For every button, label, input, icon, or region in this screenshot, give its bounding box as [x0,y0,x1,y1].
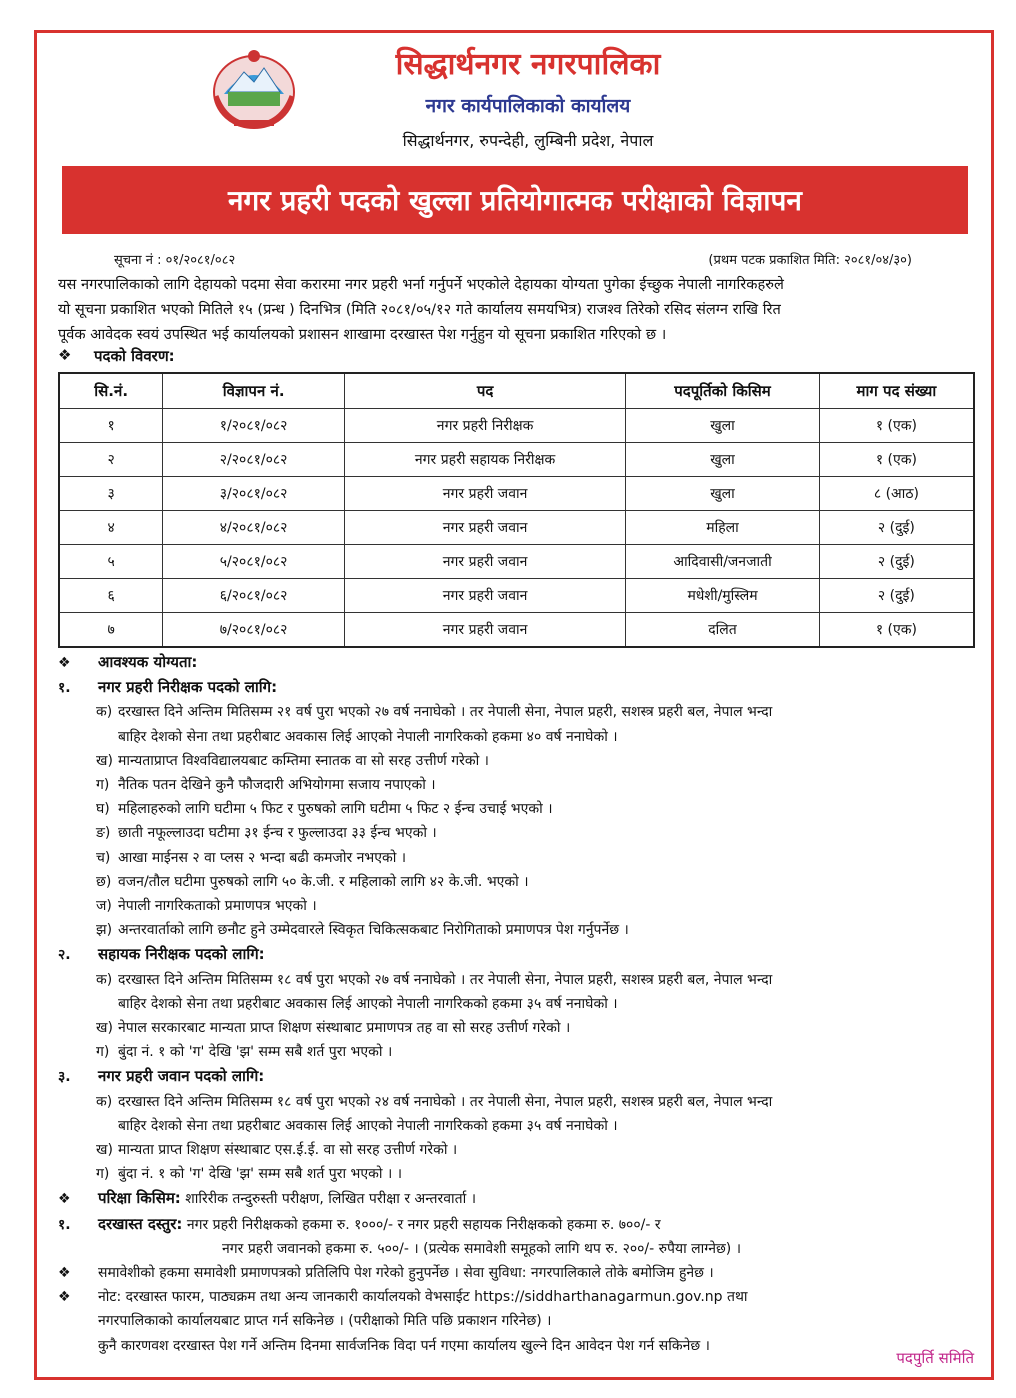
note-text-continuation: नगरपालिकाको कार्यालयबाट प्राप्त गर्न सकिनेछ । (परीक्षाको मिति पछि प्रकाशन गरिनेछ) । [98,1313,552,1330]
group-title: सहायक निरीक्षक पदको लागि: [98,945,265,964]
intro-line: पूर्वक आवेदक स्वयं उपस्थित भई कार्यालयको प्रशासन शाखामा दरखास्त पेश गर्नुहुन यो सूचना प्रकाशित गरिएको छ । [58,326,667,343]
cell-sn: ४ [59,511,163,545]
cell-sn: ६ [59,579,163,613]
banner-text: नगर प्रहरी पदको खुल्ला प्रतियोगात्मक परीक्षाको विज्ञापन [228,184,802,217]
notice-number: सूचना नं : ०१/२०८१/०८२ [114,253,236,268]
cell-post: नगर प्रहरी जवान [344,477,625,511]
cell-count: २ (दुई) [819,511,974,545]
item-key: घ) [96,801,110,818]
cell-ad-no: ३/२०८१/०८२ [163,477,345,511]
item-key: ग) [96,1044,110,1061]
item-key: क) [96,971,113,988]
cell-post: नगर प्रहरी जवान [344,511,625,545]
header-sn: सि.नं. [59,373,163,409]
cell-type: खुला [626,443,820,477]
published-date: (प्रथम पटक प्रकाशित मिति: २०८१/०४/३०) [708,253,912,268]
cell-post: नगर प्रहरी जवान [344,613,625,648]
note-text: नोट: दरखास्त फारम, पाठ्यक्रम तथा अन्य जानकारी कार्यालयको वेभसाईट https://siddharthanagarmun.gov.np तथा [98,1289,748,1306]
exam-type-label: परिक्षा किसिम: [98,1189,181,1208]
item-continuation: बाहिर देशको सेना तथा प्रहरीबाट अवकास लिई आएको नेपाली नागरिकको हकमा ३५ वर्ष ननाघेको । [118,1117,618,1134]
cell-sn: ७ [59,613,163,648]
item-key: ख) [96,752,113,769]
item-continuation: बाहिर देशको सेना तथा प्रहरीबाट अवकास लिई आएको नेपाली नागरिकको हकमा ३५ वर्ष ननाघेको । [118,995,618,1012]
office-address: सिद्धार्थनगर, रुपन्देही, लुम्बिनी प्रदेश, नेपाल [402,131,654,150]
item-key: ग) [96,1166,110,1183]
signature-committee: पदपुर्ति समिति [896,1349,974,1367]
item-text: बुंदा नं. १ को 'ग' देखि 'झ' सम्म सबै शर्त पुरा भएको । [118,1044,393,1061]
note-text-final: कुनै कारणवश दरखास्त पेश गर्ने अन्तिम दिनमा सार्वजनिक विदा पर्न गएमा कार्यालय खुल्ने दिन आवेदन पेश गर्न सकिनेछ । [98,1337,710,1354]
item-text: नेपाल सरकारबाट मान्यता प्राप्त शिक्षण संस्थाबाट प्रमाणपत्र तह वा सो सरह उत्तीर्ण गरेको । [118,1020,571,1037]
cell-post: नगर प्रहरी जवान [344,545,625,579]
item-text: दरखास्त दिने अन्तिम मितिसम्म २१ वर्ष पुरा भएको २७ वर्ष ननाघेको । तर नेपाली सेना, नेपाल प्रहरी, सशस्त्र प्रहरी बल, नेपाल भन्दा [118,704,773,721]
office-subtitle: नगर कार्यपालिकाको कार्यालय [425,95,631,117]
group-number: २. [58,947,71,964]
exam-type-text: शारिरीक तन्दुरुस्ती परीक्षण, लिखित परीक्षा र अन्तरवार्ता । [185,1191,477,1208]
cell-sn: ३ [59,477,163,511]
item-key: झ) [96,922,113,939]
item-key: छ) [96,873,112,890]
cell-type: खुला [626,477,820,511]
item-text: नैतिक पतन देखिने कुनै फौजदारी अभियोगमा सजाय नपाएको । [118,777,436,794]
group-number: ३. [58,1069,71,1086]
cell-type: आदिवासी/जनजाती [626,545,820,579]
cell-count: १ (एक) [819,613,974,648]
cell-ad-no: २/२०८१/०८२ [163,443,345,477]
fee-text: नगर प्रहरी निरीक्षकको हकमा रु. १०००/- र नगर प्रहरी सहायक निरीक्षकको हकमा रु. ७००/- र [186,1216,661,1233]
fee-text-continuation: नगर प्रहरी जवानको हकमा रु. ५००/- । (प्रत्येक समावेशी समूहको लागि थप रु. २००/- रुपैया लाग्नेछ) । [222,1240,742,1257]
diamond-bullet-icon: ❖ [58,655,71,671]
qualifications-heading: आवश्यक योग्यता: [98,653,198,671]
cell-type: मधेशी/मुस्लिम [626,579,820,613]
qualifications-section [58,650,976,1358]
cell-post: नगर प्रहरी निरीक्षक [344,409,625,443]
diamond-bullet-icon: ❖ [58,1289,71,1306]
cell-ad-no: ६/२०८१/०८२ [163,579,345,613]
cell-count: २ (दुई) [819,579,974,613]
item-text: महिलाहरुको लागि घटीमा ५ फिट र पुरुषको लागि घटीमा ५ फिट २ ईन्च उचाई भएको । [118,801,553,818]
table-row [59,409,974,443]
cell-post: नगर प्रहरी जवान [344,579,625,613]
cell-ad-no: ७/२०८१/०८२ [163,613,345,648]
cell-sn: १ [59,409,163,443]
item-key: ग) [96,777,110,794]
cell-type: महिला [626,511,820,545]
item-key: क) [96,1093,113,1110]
cell-ad-no: ५/२०८१/०८२ [163,545,345,579]
cell-type: खुला [626,409,820,443]
table-row [59,443,974,477]
item-text: छाती नफूल्लाउदा घटीमा ३१ ईन्च र फुल्लाउदा ३३ ईन्च भएको । [118,825,437,842]
header-ad-no: विज्ञापन नं. [163,373,345,409]
header-post: पद [344,373,625,409]
cell-count: २ (दुई) [819,545,974,579]
item-text: वजन/तौल घटीमा पुरुषको लागि ५० के.जी. र महिलाको लागि ४२ के.जी. भएको । [118,873,529,890]
diamond-bullet-icon: ❖ [58,1265,71,1282]
posts-table [58,372,975,648]
cell-ad-no: १/२०८१/०८२ [163,409,345,443]
group-title: नगर प्रहरी जवान पदको लागि: [98,1067,265,1086]
header-count: माग पद संख्या [819,373,974,409]
item-key: ज) [96,898,112,915]
item-text: आखा माईनस २ वा प्लस २ भन्दा बढी कमजोर नभएको । [118,849,407,866]
item-continuation: बाहिर देशको सेना तथा प्रहरीबाट अवकास लिई आएको नेपाली नागरिकको हकमा ४० वर्ष ननाघेको । [118,728,618,745]
table-row [59,613,974,648]
item-text: नेपाली नागरिकताको प्रमाणपत्र भएको । [118,898,317,915]
table-header-row [59,373,974,409]
cell-post: नगर प्रहरी सहायक निरीक्षक [344,443,625,477]
table-row [59,545,974,579]
item-key: क) [96,704,113,721]
item-key: च) [96,849,111,866]
municipality-title: सिद्धार्थनगर नगरपालिका [395,47,661,82]
header-type: पदपूर्तिको किसिम [626,373,820,409]
item-text: दरखास्त दिने अन्तिम मितिसम्म १८ वर्ष पुरा भएको २४ वर्ष ननाघेको । तर नेपाली सेना, नेपाल प्रहरी, सशस्त्र प्रहरी बल, नेपाल भन्दा [118,1093,773,1110]
item-key: ङ) [96,825,111,842]
item-key: ख) [96,1020,113,1037]
item-text: बुंदा नं. १ को 'ग' देखि 'झ' सम्म सबै शर्त पुरा भएको । । [118,1166,403,1183]
inclusive-text: समावेशीको हकमा समावेशी प्रमाणपत्रको प्रतिलिपि पेश गरेको हुनुपर्नेछ । सेवा सुविधा: नगरपालिकाले तोके बमोजिम हुनेछ । [98,1265,714,1282]
advertisement-banner [62,166,968,234]
cell-sn: २ [59,443,163,477]
item-text: अन्तरवार्ताको लागि छनौट हुने उम्मेदवारले स्विकृत चिकित्सकबाट निरोगिताको प्रमाणपत्र पेश गर्नुपर्नेछ । [118,922,629,939]
cell-count: १ (एक) [819,443,974,477]
group-number: १. [58,680,71,697]
cell-sn: ५ [59,545,163,579]
item-text: दरखास्त दिने अन्तिम मितिसम्म १८ वर्ष पुरा भएको २७ वर्ष ननाघेको । तर नेपाली सेना, नेपाल प्रहरी, सशस्त्र प्रहरी बल, नेपाल भन्दा [118,971,773,988]
diamond-bullet-icon: ❖ [58,1191,71,1208]
intro-line: यस नगरपालिकाको लागि देहायको पदमा सेवा करारमा नगर प्रहरी भर्ना गर्नुपर्ने भएकोले देहायका योग्यता पुगेका ईच्छुक नेपाली नागरिकहरुले [58,276,784,293]
fee-number: १. [58,1216,71,1233]
item-text: मान्यताप्राप्त विश्वविद्यालयबाट कम्तिमा स्नातक वा सो सरह उत्तीर्ण गरेको । [118,752,489,769]
fee-label: दरखास्त दस्तुर: [98,1214,183,1233]
table-row [59,511,974,545]
item-key: ख) [96,1142,113,1159]
cell-count: ८ (आठ) [819,477,974,511]
intro-paragraph [58,272,976,347]
cell-count: १ (एक) [819,409,974,443]
intro-line: यो सूचना प्रकाशित भएको मितिले १५ (प्रन्ध ) दिनभित्र (मिति २०८१/०५/१२ गते कार्यालय समयभित्र) राजश्व तिरेको रसिद संलग्न राखि रित [58,301,781,318]
cell-ad-no: ४/२०८१/०८२ [163,511,345,545]
table-row [59,579,974,613]
posts-heading: पदको विवरण: [94,347,175,365]
group-title: नगर प्रहरी निरीक्षक पदको लागि: [98,678,278,697]
cell-type: दलित [626,613,820,648]
table-row [59,477,974,511]
item-text: मान्यता प्राप्त शिक्षण संस्थाबाट एस.ई.ई. वा सो सरह उत्तीर्ण गरेको । [118,1142,458,1159]
diamond-bullet-icon: ❖ [58,346,72,364]
